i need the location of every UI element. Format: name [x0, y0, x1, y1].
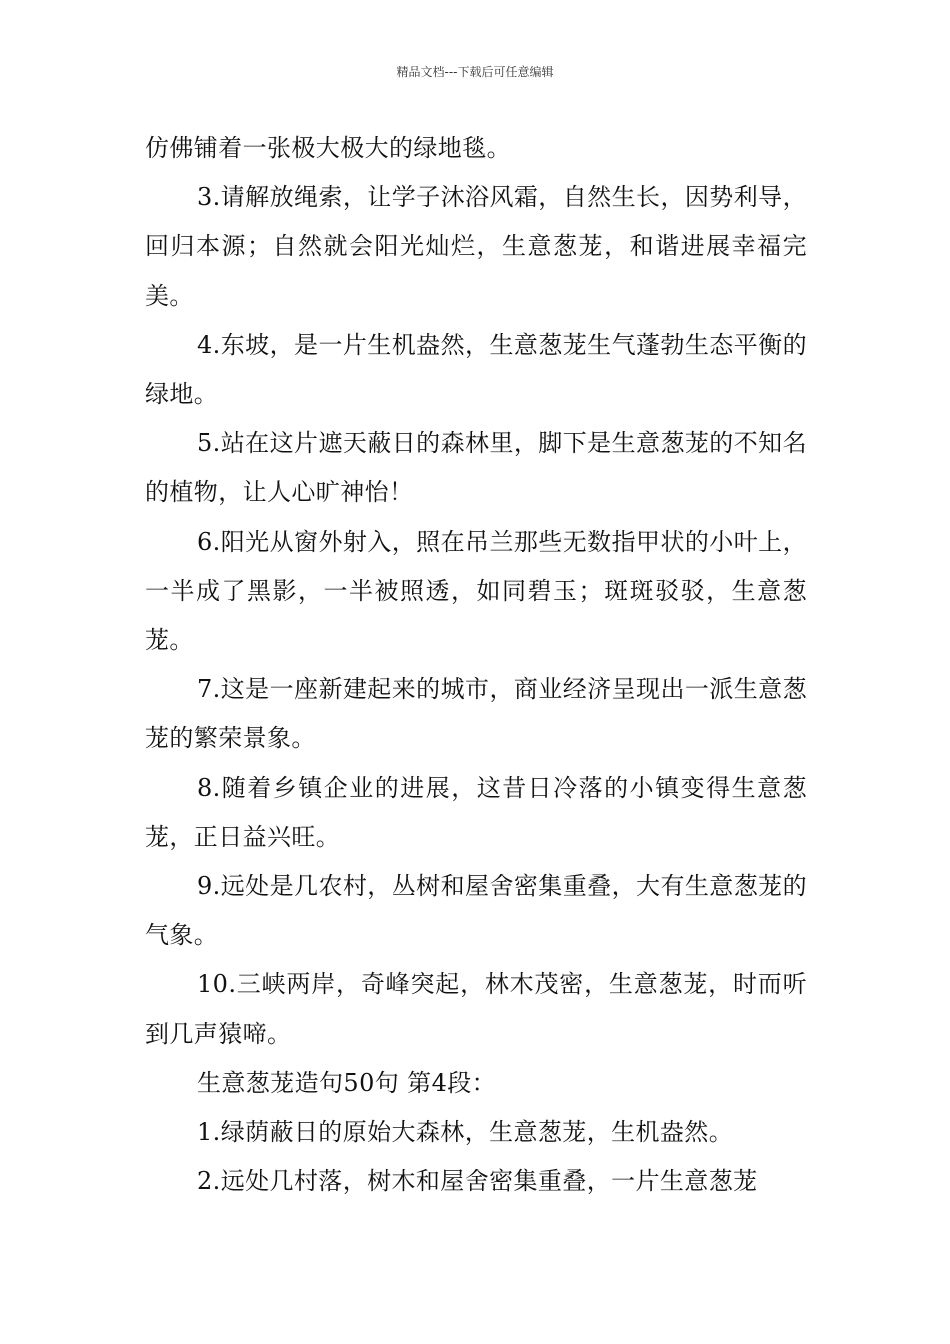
paragraph: 仿佛铺着一张极大极大的绿地毯。 — [145, 134, 511, 162]
paragraph: 6.阳光从窗外射入，照在吊兰那些无数指甲状的小叶上，一半成了黑影，一半被照透，如同碧玉；斑斑驳驳，生意葱茏。 — [145, 527, 807, 655]
document-body — [145, 124, 807, 1206]
paragraph: 2.远处几村落，树木和屋舍密集重叠，一片生意葱茏 — [197, 1167, 758, 1196]
paragraph: 10.三峡两岸，奇峰突起，林木茂密，生意葱茏，时而听到几声猿啼。 — [145, 970, 807, 1048]
paragraph: 8.随着乡镇企业的进展，这昔日冷落的小镇变得生意葱茏，正日益兴旺。 — [145, 773, 807, 851]
paragraph: 1.绿荫蔽日的原始大森林，生意葱茏，生机盎然。 — [197, 1118, 734, 1147]
paragraph: 3.请解放绳索，让学子沐浴风霜，自然生长，因势利导，回归本源；自然就会阳光灿烂，生意葱茏，和谐进展幸福完美。 — [145, 183, 807, 310]
paragraph: 9.远处是几农村，丛树和屋舍密集重叠，大有生意葱茏的气象。 — [145, 872, 807, 950]
section-heading: 生意葱茏造句50句 第4段： — [197, 1068, 497, 1097]
paragraph: 5.站在这片遮天蔽日的森林里，脚下是生意葱茏的不知名的植物，让人心旷神怡！ — [145, 429, 807, 507]
paragraph: 4.东坡，是一片生机盎然，生意葱茏生气蓬勃生态平衡的绿地。 — [145, 330, 807, 409]
paragraph: 7.这是一座新建起来的城市，商业经济呈现出一派生意葱茏的繁荣景象。 — [145, 675, 807, 753]
page-header: 精品文档---下载后可任意编辑 — [396, 65, 554, 79]
